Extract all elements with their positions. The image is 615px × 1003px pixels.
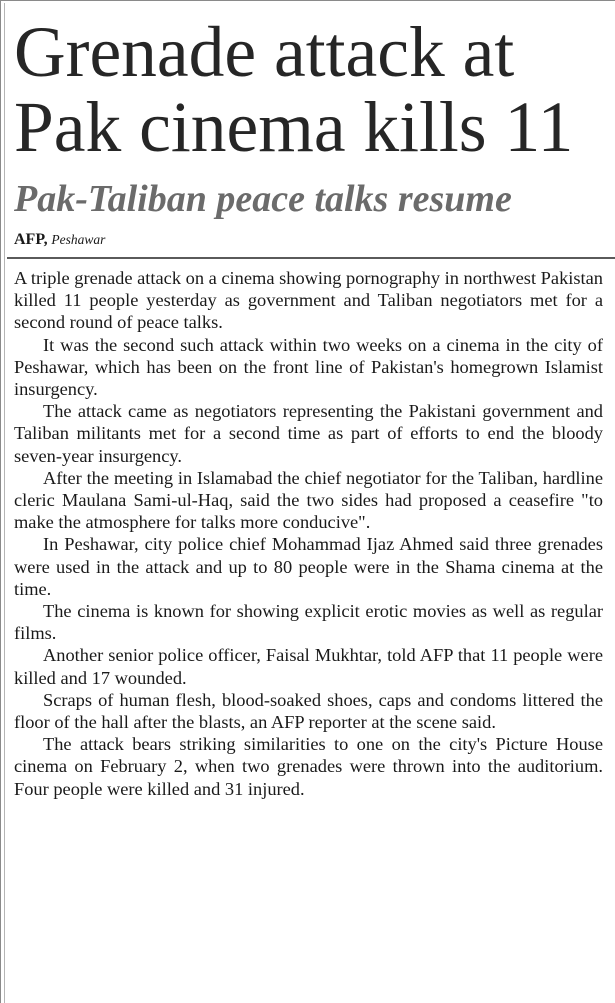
byline-location: Peshawar <box>51 232 106 247</box>
byline-agency: AFP, <box>14 231 48 248</box>
article-paragraph: In Peshawar, city police chief Mohammad Ijaz Ahmed said three grenades were used in the attack and up to 80 people were in the Shama cinema at the time. <box>14 534 603 599</box>
article-paragraph: After the meeting in Islamabad the chief negotiator for the Taliban, hardline cleric Maulana Sami-ul-Haq, said the two sides had proposed a ceasefire "to make the atmosphere for talks more conducive". <box>14 467 603 533</box>
article-paragraph: Another senior police officer, Faisal Mukhtar, told AFP that 11 people were killed and 17 wounded. <box>14 645 603 688</box>
article-body <box>14 267 603 800</box>
subheadline: Pak-Taliban peace talks resume <box>14 178 512 220</box>
divider-rule <box>7 257 615 259</box>
headline: Grenade attack at Pak cinema kills 11 <box>14 13 574 167</box>
byline <box>14 230 105 250</box>
article-paragraph: The cinema is known for showing explicit erotic movies as well as regular films. <box>14 601 603 644</box>
article-paragraph: The attack bears striking similarities to one on the city's Picture House cinema on February 2, when two grenades were thrown into the auditorium. Four people were killed and 31 injured. <box>14 734 603 799</box>
article-paragraph: Scraps of human flesh, blood-soaked shoes, caps and condoms littered the floor of the hall after the blasts, an AFP reporter at the scene said. <box>14 689 603 733</box>
article-paragraph: The attack came as negotiators representing the Pakistani government and Taliban militants met for a second time as part of efforts to end the bloody seven-year insurgency. <box>14 401 603 466</box>
article-paragraph: It was the second such attack within two weeks on a cinema in the city of Peshawar, which has been on the front line of Pakistan's homegrown Islamist insurgency. <box>14 334 603 400</box>
article-paragraph: A triple grenade attack on a cinema showing pornography in northwest Pakistan killed 11 people yesterday as government and Taliban negotiators met for a second round of peace talks. <box>14 268 603 333</box>
